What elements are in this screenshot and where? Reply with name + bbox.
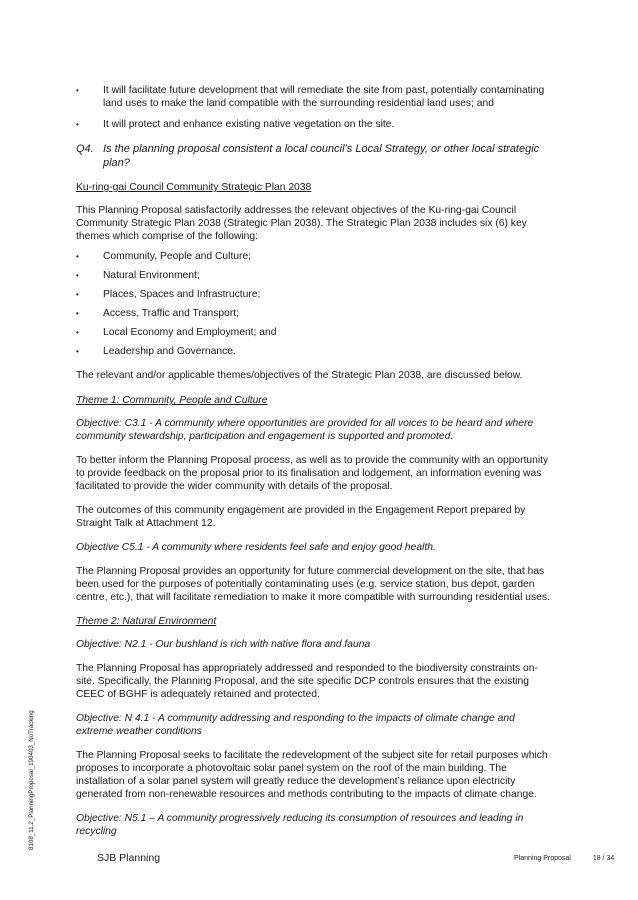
theme-item: Natural Environment; — [103, 270, 200, 281]
list-item — [76, 342, 554, 361]
bullet-text: It will facilitate future development that will remediate the site from past, potentially contaminating land uses to make the land compatible with the surrounding residential land uses; and — [103, 85, 545, 109]
bullet-glyph: • — [76, 290, 79, 299]
objective-c31: Objective: C3.1 - A community where opportunities are provided for all voices to be heard and where community stewardship, participation and engagement is supported and promoted. — [76, 418, 534, 442]
bullet-glyph: • — [76, 347, 79, 356]
page-content — [76, 84, 554, 838]
theme2-paragraph-2: The Planning Proposal seeks to facilitate the redevelopment of the subject site for retail purposes which proposes to incorporate a photovoltaic solar panel system on the roof of the main building. The installation of a solar panel system will greatly reduce the development’s reliance upon electricity generated from non-renewable resources and methods contributing to the impacts of climate change. — [76, 750, 548, 800]
list-item — [76, 118, 554, 131]
list-item — [76, 247, 554, 266]
question-number: Q4. — [76, 143, 94, 155]
bullet-glyph: • — [76, 120, 79, 129]
theme-item: Community, People and Culture; — [103, 251, 252, 262]
footer-company: SJB Planning — [97, 852, 161, 864]
bullet-glyph: • — [76, 328, 79, 337]
list-item — [76, 285, 554, 304]
bullet-glyph: • — [76, 86, 79, 95]
objective-c51: Objective C5.1 - A community where residents feel safe and enjoy good health. — [76, 542, 436, 553]
list-item — [76, 323, 554, 342]
bullet-glyph: • — [76, 252, 79, 261]
theme-item: Places, Spaces and Infrastructure; — [103, 289, 261, 300]
objective-n51: Objective: N5.1 – A community progressively reducing its consumption of resources and leading in recycling — [76, 813, 524, 837]
bullet-glyph: • — [76, 271, 79, 280]
question-text: Is the planning proposal consistent a local council’s Local Strategy, or other local strategic plan? — [103, 143, 540, 169]
themes-list — [76, 247, 554, 361]
list-item — [76, 304, 554, 323]
question-q4 — [76, 142, 554, 170]
list-item — [76, 266, 554, 285]
theme2-heading: Theme 2: Natural Environment — [76, 616, 217, 627]
theme1-paragraph-3: The Planning Proposal provides an opportunity for future commercial development on the site, that has been used for the purposes of potentially contaminating uses (e.g. service station, bus depot, garden centre, etc.), that will facilitate remediation to make it more compatible with surrounding residential uses. — [76, 566, 550, 603]
section-heading-plan: Ku-ring-gai Council Community Strategic Plan 2038 — [76, 182, 312, 193]
side-file-label: 8108_11.2_PlanningProposal_190403_NoTracking — [28, 710, 35, 850]
theme-item: Leadership and Governance. — [103, 346, 236, 357]
footer-meta — [514, 855, 614, 862]
bullet-text: It will protect and enhance existing native vegetation on the site. — [103, 119, 395, 130]
theme2-paragraph-1: The Planning Proposal has appropriately addressed and responded to the biodiversity constraints on-site. Specifically, the Planning Proposal, and the site specific DCP controls ensures that the existing CEEC of BGHF is adequately retained and protected. — [76, 663, 538, 700]
theme1-paragraph-1: To better inform the Planning Proposal process, as well as to provide the community with an opportunity to provide feedback on the proposal prior to its finalisation and lodgement, an information evening was facilitated to provide the wider community with details of the proposal. — [76, 455, 549, 492]
relevant-paragraph: The relevant and/or applicable themes/objectives of the Strategic Plan 2038, are discussed below. — [76, 370, 523, 381]
objective-n41: Objective: N 4.1 - A community addressing and responding to the impacts of climate change and extreme weather conditions — [76, 713, 515, 737]
bullet-glyph: • — [76, 309, 79, 318]
footer-page-number: 18 / 34 — [592, 855, 615, 862]
footer-document-name: Planning Proposal — [514, 855, 571, 862]
list-item — [76, 84, 554, 110]
theme-item: Access, Traffic and Transport; — [103, 308, 240, 319]
theme1-heading: Theme 1: Community, People and Culture — [76, 395, 268, 406]
theme-item: Local Economy and Employment; and — [103, 327, 277, 338]
intro-paragraph: This Planning Proposal satisfactorily addresses the relevant objectives of the Ku-ring-gai Council Community Strategic Plan 2038 (Strategic Plan 2038). The Strategic Plan 2038 includes six (6) key themes which comprise of the following: — [76, 205, 527, 242]
objective-n21: Objective: N2.1 - Our bushland is rich with native flora and fauna — [76, 639, 371, 650]
theme1-paragraph-2: The outcomes of this community engagement are provided in the Engagement Report prepared by Straight Talk at Attachment 12. — [76, 505, 526, 529]
